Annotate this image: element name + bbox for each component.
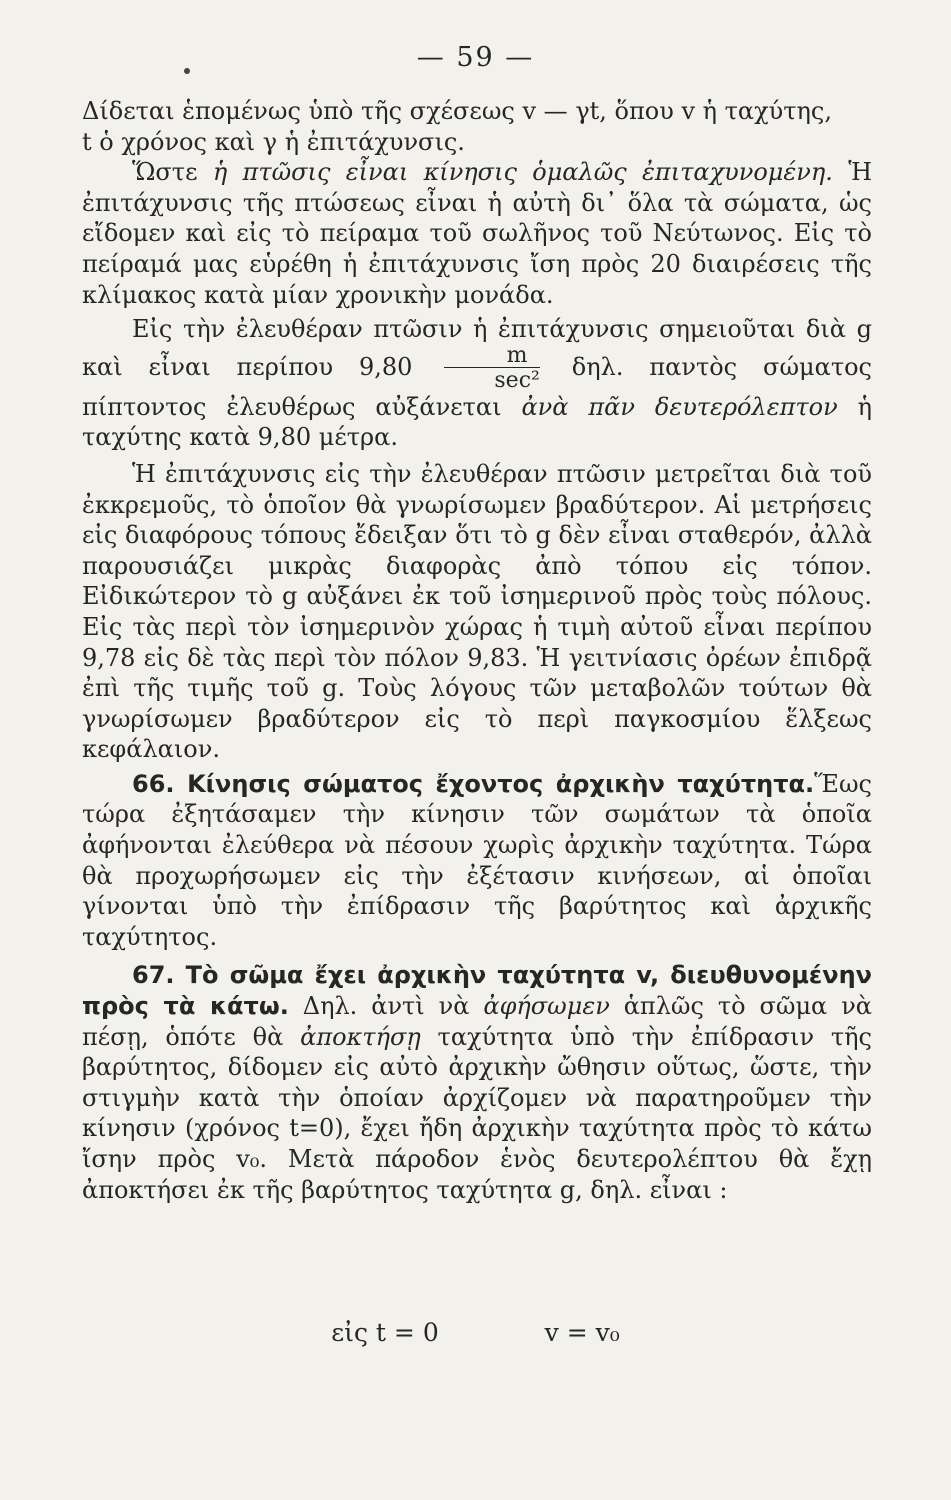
section-67-title: 67. Τὸ σῶμα ἔχει ἀρχικὴν ταχύτητα v, διευθυνομένην πρὸς τὰ κάτω. [82, 961, 872, 1021]
section-66-body: Ἕως τώρα ἐξητάσαμεν τὴν κίνησιν τῶν σωμάτων τὰ ὁποῖα ἀφήνονται ἐλεύθερα νὰ πέσουν χωρὶς ἀρχικὴν ταχύτητα. Τώρα θὰ προχωρήσωμεν εἰς τὴν ἐξέτασιν κινήσεων, αἱ ὁποῖαι γίνονται ὑπὸ τὴν ἐπίδρασιν τῆς βαρύτητος καὶ ἀρχικῆς ταχύτητος. [82, 769, 872, 951]
s67-e: ταχύτητα ὑπὸ τὴν ἐπίδρασιν τῆς βαρύτητος, δίδομεν εἰς αὐτὸ ἀρχικὴν ὤθησιν οὕτως, ὥστε, τὴν στιγμὴν κατὰ τὴν ὁποίαν ἀρχίζομεν νὰ παρατηροῦμεν τὴν κίνησιν (χρόνος t=0), ἔχει ἤδη ἀρχικὴν ταχύτητα πρὸς τὸ κάτω ἴσην πρὸς v₀. Μετὰ πάροδον ἑνὸς δευτερολέπτου θὰ ἔχῃ ἀποκτήσει ἐκ τῆς βαρύτητος ταχύτητα g, δηλ. εἶναι : [82, 1022, 872, 1204]
section-67 [82, 960, 872, 1205]
p2-start: Ὥστε [132, 158, 213, 187]
paragraph-3 [82, 314, 872, 453]
s67-c: ἁπλῶς τὸ σῶμα νὰ πέσῃ, ὁπότε θὰ [82, 992, 872, 1051]
s67-a: Δηλ. ἀντὶ νὰ [288, 992, 484, 1021]
paragraph-4: Ἡ ἐπιτάχυνσις εἰς τὴν ἐλευθέραν πτῶσιν μετρεῖται διὰ τοῦ ἐκκρεμοῦς, τὸ ὁποῖον θὰ γνωρίσωμεν βραδύτερον. Αἱ μετρήσεις εἰς διαφόρους τόπους ἔδειξαν ὅτι τὸ g δὲν εἶναι σταθερόν, ἀλλὰ παρουσιάζει μικρὰς διαφορὰς ἀπὸ τόπου εἰς τόπον. Εἰδικώτερον τὸ g αὐξάνει ἐκ τοῦ ἰσημερινοῦ πρὸς τοὺς πόλους. Εἰς τὰς περὶ τὸν ἰσημερινὸν χώρας ἡ τιμὴ αὐτοῦ εἶναι περίπου 9,78 εἰς δὲ τὰς περὶ τὸν πόλον 9,83. Ἡ γειτνίασις ὀρέων ἐπιδρᾷ ἐπὶ τῆς τιμῆς τοῦ g. Τοὺς λόγους τῶν μεταβολῶν τούτων θὰ γνωρίσωμεν βραδύτερον εἰς τὸ περὶ παγκοσμίου ἕλξεως κεφάλαιον. [82, 459, 872, 764]
line-1: Δίδεται ἑπομένως ὑπὸ τῆς σχέσεως v — γt, ὅπου v ἡ ταχύτης, [82, 97, 832, 125]
line-2: t ὁ χρόνος καὶ γ ἡ ἐπιτάχυνσις. [82, 127, 465, 156]
p2-rest: Ἡ ἐπιτάχυνσις τῆς πτώσεως εἶναι ἡ αὐτὴ δι᾽ ὅλα τὰ σώματα, ὡς εἴδομεν καὶ εἰς τὸ πείραμα τοῦ σωλῆνος τοῦ Νεύτωνος. Εἰς τὸ πείραμά μας εὑρέθη ἡ ἐπιτάχυνσις ἴση πρὸς 20 διαιρέσεις τῆς κλίμακος κατὰ μίαν χρονικὴν μονάδα. [82, 158, 873, 309]
p2-emphasis: ἡ πτῶσις εἶναι κίνησις ὁμαλῶς ἐπιταχυνομένη. [212, 158, 833, 187]
unit-fraction [444, 342, 540, 393]
p3-emphasis: ἀνὰ πᾶν δευτερόλεπτον [521, 392, 838, 421]
p3-middle: δηλ. παντὸς σώματος πίπτοντος ἐλευθέρως αὐξάνεται [82, 352, 872, 421]
fraction-numerator: m [444, 345, 539, 368]
formula [0, 1318, 951, 1347]
fraction-denominator: sec² [494, 367, 540, 393]
page-number: — 59 — [416, 42, 535, 73]
section-66-title: 66. Κίνησις σώματος ἔχοντος ἀρχικὴν ταχύτητα. [132, 769, 815, 798]
paragraph-2 [82, 157, 872, 310]
body-text [82, 96, 872, 1205]
s67-b: ἀφήσωμεν [483, 992, 610, 1021]
section-66 [82, 769, 872, 953]
formula-left: εἰς t = 0 [331, 1318, 439, 1347]
s67-d: ἀποκτήσῃ [300, 1022, 421, 1051]
ink-dot [184, 68, 190, 74]
formula-right: v = v₀ [544, 1318, 620, 1347]
paragraph-1 [82, 96, 872, 157]
p3-start: Εἰς τὴν ἐλευθέραν πτῶσιν ἡ ἐπιτάχυνσις σημειοῦται διὰ g καὶ εἶναι περίπου 9,80 [82, 315, 872, 381]
p3-end: ἡ ταχύτης κατὰ 9,80 μέτρα. [82, 392, 872, 452]
